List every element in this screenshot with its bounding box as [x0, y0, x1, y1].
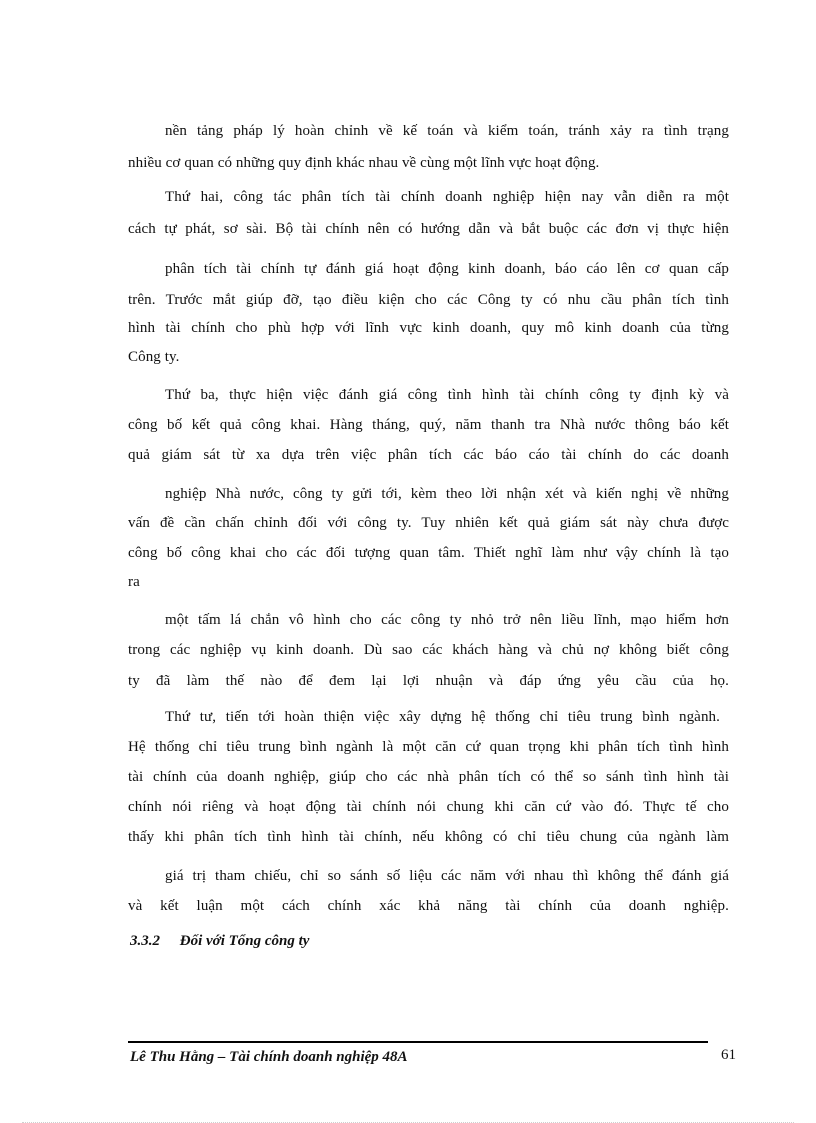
body-line: quả giám sát từ xa dựa trên việc phân tích các báo cáo tài chính do các doanh: [128, 447, 729, 463]
body-line: một tấm lá chắn vô hình cho các công ty nhỏ trở nên liều lĩnh, mạo hiểm hơn: [165, 612, 729, 628]
body-line: trong các nghiệp vụ kinh doanh. Dù sao các khách hàng và chủ nợ không biết công: [128, 642, 729, 658]
page-number: 61: [721, 1047, 736, 1063]
body-line: phân tích tài chính tự đánh giá hoạt động kinh doanh, báo cáo lên cơ quan cấp: [165, 261, 729, 277]
body-line: Công ty.: [128, 349, 180, 365]
body-line: nhiều cơ quan có những quy định khác nhau về cùng một lĩnh vực hoạt động.: [128, 155, 600, 171]
body-line: Hệ thống chỉ tiêu trung bình ngành là một căn cứ quan trọng khi phân tích tình hình: [128, 739, 729, 755]
section-heading: [130, 931, 309, 951]
footer-divider: [128, 1041, 708, 1043]
section-title: Đối với Tổng công ty: [179, 933, 310, 949]
body-line: thấy khi phân tích tình hình tài chính, nếu không có chỉ tiêu chung của ngành làm: [128, 829, 729, 845]
body-line: tài chính của doanh nghiệp, giúp cho các nhà phân tích có thể so sánh tình hình tài: [128, 769, 729, 785]
body-line: công bố kết quả công khai. Hàng tháng, quý, năm thanh tra Nhà nước thông báo kết: [128, 417, 729, 433]
body-line: Thứ hai, công tác phân tích tài chính doanh nghiệp hiện nay vẫn diễn ra một: [165, 189, 729, 205]
body-line: giá trị tham chiếu, chỉ so sánh số liệu các năm với nhau thì không thể đánh giá: [165, 868, 729, 884]
footer-author: Lê Thu Hằng – Tài chính doanh nghiệp 48A: [130, 1049, 408, 1065]
body-line: Thứ tư, tiến tới hoàn thiện việc xây dựng hệ thống chỉ tiêu trung bình ngành.: [165, 709, 720, 725]
body-line: ra: [128, 574, 140, 590]
body-line: chính nói riêng và hoạt động tài chính nói chung khi căn cứ vào đó. Thực tế cho: [128, 799, 729, 815]
body-line: Thứ ba, thực hiện việc đánh giá công tình hình tài chính công ty định kỳ và: [165, 387, 729, 403]
section-number: 3.3.2: [130, 933, 160, 949]
body-line: công bố công khai cho các đối tượng quan tâm. Thiết nghĩ làm như vậy chính là tạo: [128, 545, 729, 561]
body-line: vấn đề cần chấn chỉnh đối với công ty. Tuy nhiên kết quả giám sát này chưa được: [128, 515, 729, 531]
body-line: nền tảng pháp lý hoàn chỉnh về kế toán và kiểm toán, tránh xảy ra tình trạng: [165, 123, 729, 139]
body-line: nghiệp Nhà nước, công ty gửi tới, kèm theo lời nhận xét và kiến nghị về những: [165, 486, 729, 502]
body-line: cách tự phát, sơ sài. Bộ tài chính nên có hướng dẫn và bắt buộc các đơn vị thực hiện: [128, 221, 729, 237]
body-line: trên. Trước mắt giúp đỡ, tạo điều kiện cho các Công ty có nhu cầu phân tích tình: [128, 292, 729, 308]
body-line: ty đã làm thế nào để đem lại lợi nhuận và đáp ứng yêu cầu của họ.: [128, 673, 729, 689]
body-line: và kết luận một cách chính xác khả năng tài chính của doanh nghiệp.: [128, 898, 729, 914]
body-line: hình tài chính cho phù hợp với lĩnh vực kinh doanh, quy mô kinh doanh của từng: [128, 320, 729, 336]
